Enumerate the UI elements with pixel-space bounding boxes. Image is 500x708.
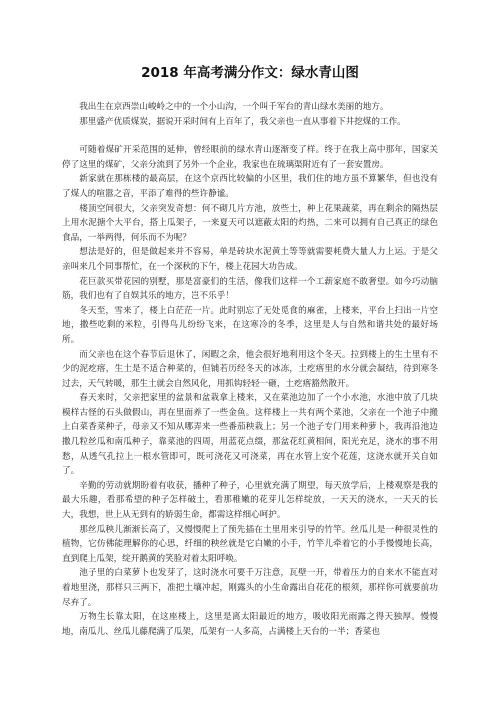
paragraph: 那里盛产优质煤炭，据说开采时间有上百年了，我父亲也一直从事着下井挖煤的工作。 [79, 116, 406, 127]
paragraph: 冬天至，雪来了，楼上白茫茫一片。此时别忘了无处觅食的麻雀，上楼来，平台上扫出一片空地，撒些吃剩的米粒，引得鸟儿纷纷飞来，在这寒冷的冬季，这里是人与自然和谐共处的最好场所。 [62, 305, 438, 345]
paragraph: 我出生在京西崇山峻岭之中的一个小山沟，一个叫千军台的青山绿水美丽的地方。 [79, 102, 389, 112]
paragraph: 楼顶空间很大，父亲突发奇想：何不砌几片方池，放些土，种上花果蔬菜，再在剩余的隔热层上用水泥搪个大平台，搭上瓜架子，一来夏天可以遮蔽太阳的灼热，二来可以拥有自己真正的绿色食品，一举两得，何乐而不为呢？ [62, 203, 438, 243]
paragraph: 想法是好的，但是做起来并不容易，单是砖块水泥黄土等等就需要耗费大量人力上运。于是父亲叫来几个同事帮忙，在一个深秋的下午，楼上花园大功告成。 [62, 247, 438, 272]
paragraph: 那丝瓜秧儿渐渐长高了，又慢慢爬上了预先插在土里用来引导的竹竿。丝瓜儿是一种很灵性的植物，它仿佛能理解你的心思，纤细的秧丝就是它白嫩的小手，竹竿儿牵着它的小手慢慢地长高，直到爬上瓜架，绽开鹅黄的笑脸对着太阳呼唤。 [62, 524, 438, 564]
document-title: 2018 年高考满分作文：绿水青山图 [141, 65, 359, 81]
paragraph: 万物生长靠太阳，在这座楼上，这里是离太阳最近的地方，吸收阳光雨露之得天独厚。慢慢地，南瓜儿、丝瓜儿藤爬满了瓜架，瓜架有一人多高，占满楼上天台的一半；香菜也 [62, 612, 438, 637]
paragraph: 而父亲也在这个春节后退休了，闲暇之余，他会很好地利用这个冬天。拉到楼上的生土里有不少的泥疙瘩，生土是不适合种菜的，但铺若历经冬天的冰冻，土疙瘩里的水分就会凝结，待到寒冬过去，天气转暖，那生土就会自然风化，用抓钩轻轻一砸，土疙瘩豁然散开。 [62, 349, 438, 389]
paragraph: 花巨款买带花园的别墅，那是富豪们的生活，像我们这样一个工薪家庭不敢奢望。如今巧动脑筋，我们也有了自娱其乐的地方，岂不乐乎！ [62, 276, 438, 302]
paragraph: 辛勤的劳动就期盼着有收获，播种了种子，心里就充满了期望，每天放学后，上楼观察是我的最大乐趣，看那希望的种子怎样破土，看那稚嫩的花芽儿怎样绽放，一天天的浇水，一天天的长大，我想，世上从无到有的娇弱生命，都需这样细心呵护。 [62, 480, 438, 521]
document-body [62, 100, 438, 639]
paragraph: 春天来时，父亲把家里的盆景和盆栽拿上楼来，又在菜池边加了一个小水池，水池中放了几块模样古怪的石头做假山，再在里面养了一些金鱼。这样楼上一共有两个菜池，父亲在一个池子中搬上白菜香菜种子，母亲又不知从哪弄来一些番茄秧栽上；另一个池子专门用来种萝卜，我再沿池边撒几粒丝瓜和南瓜种子，靠菜池的四周，用蓝花点缀，那盆花红黄相间，阳光充足，浇水的事不用愁，从透气孔拉上一根水管即可，既可浇花又可浇菜，再在水管上安个花莲，这浇水就开关自如了。 [62, 393, 438, 477]
paragraph: 池子里的白菜萝卜也发芽了，这时浇水可要千万注意，瓦壁一开，带着压力的自来水不能直对着地里浇，那样只三两下，准把土壤冲起，刚露头的小生命露出自花花的根须，那样你可就要前功尽弃了。 [62, 568, 438, 608]
paragraph: 新家就在那栋楼的最高层，在这个京西比较偏的小区里，我们住的地方虽不算繁华，但也没有了煤人的喧嚣之音，平添了难得的些许静谧。 [62, 174, 438, 199]
paragraph: 可随着煤矿开采范围的延伸，曾经眼前的绿水青山逐渐变了样。终于在我上高中那年，国家关停了这里的煤矿，父亲分流到了另外一个企业，我家也在琉璃渠附近有了一套安置房。 [62, 145, 438, 170]
